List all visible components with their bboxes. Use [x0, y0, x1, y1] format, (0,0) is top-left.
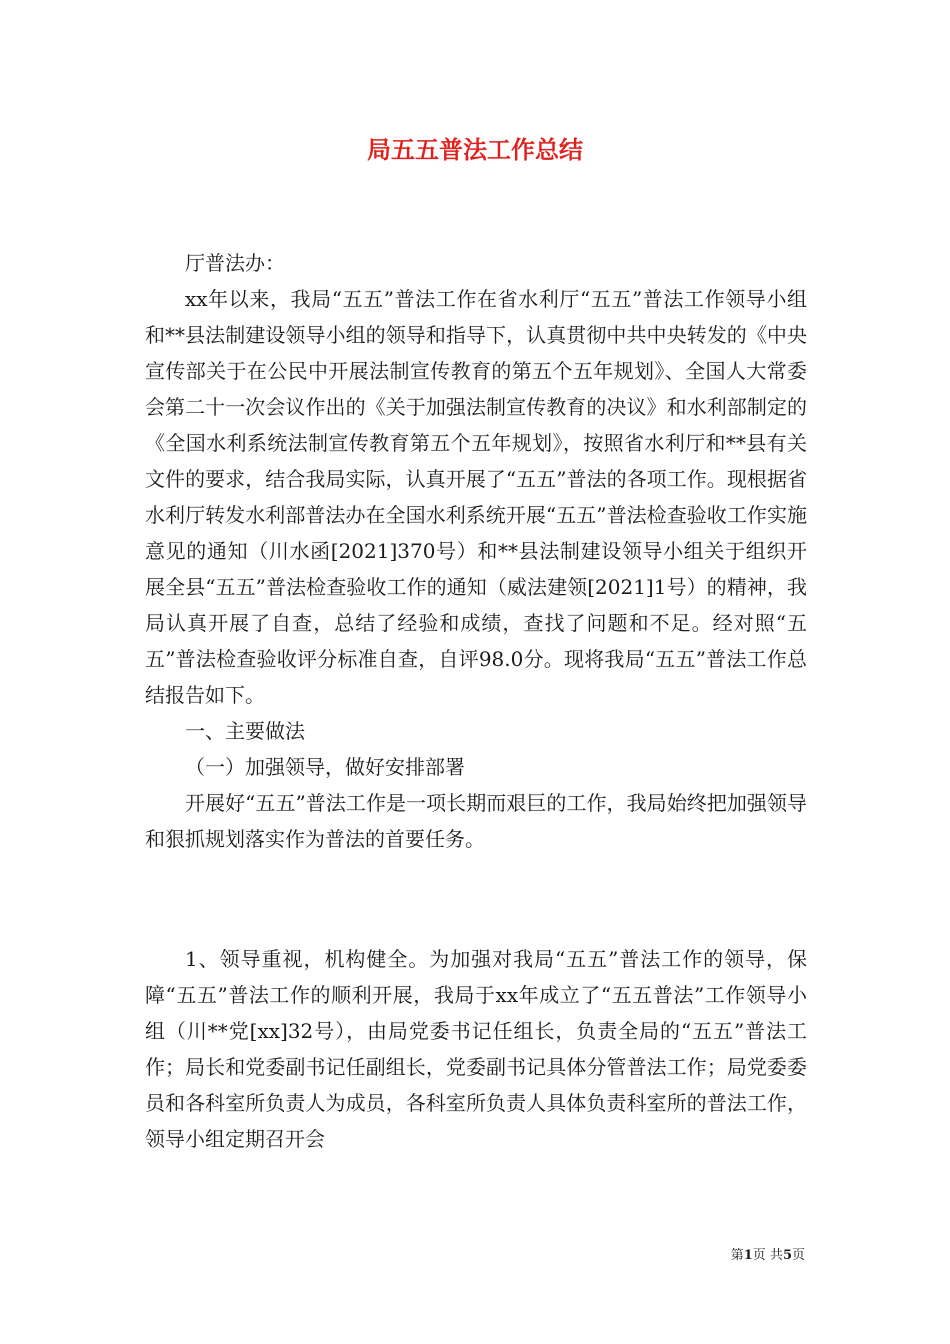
- salutation: 厅普法办：: [185, 251, 285, 275]
- footer-middle: 页 共: [752, 1248, 783, 1263]
- footer-total-pages: 5: [782, 1248, 792, 1263]
- document-title: 局五五普法工作总结: [367, 135, 583, 164]
- page-number-footer: [731, 1247, 805, 1265]
- subsection-heading: （一）加强领导，做好安排部署: [185, 755, 465, 779]
- document-body: [145, 245, 807, 1157]
- paragraph-organization: 1、领导重视，机构健全。为加强对我局“五五”普法工作的领导，保障“五五”普法工作的顺利开展，我局于xx年成立了“五五普法”工作领导小组（川**党[xx]32号），由局党委书记任组长，负责全局的“五五”普法工作；局长和党委副书记任副组长，党委副书记具体分管普法工作；局党委委员和各科室所负责人为成员，各科室所负责人具体负责科室所的普法工作，领导小组定期召开会: [145, 947, 807, 1151]
- paragraph-gap: [145, 857, 807, 941]
- section-heading: 一、主要做法: [185, 719, 305, 743]
- footer-current-page: 1: [743, 1248, 753, 1263]
- footer-suffix: 页: [791, 1248, 805, 1263]
- footer-prefix: 第: [730, 1248, 744, 1263]
- paragraph-intro: xx年以来，我局“五五”普法工作在省水利厅“五五”普法工作领导小组和**县法制建设领导小组的领导和指导下，认真贯彻中共中央转发的《中央宣传部关于在公民中开展法制宣传教育的第五个五年规划》、全国人大常委会第二十一次会议作出的《关于加强法制宣传教育的决议》和水利部制定的《全国水利系统法制宣传教育第五个五年规划》，按照省水利厅和**县有关文件的要求，结合我局实际，认真开展了“五五”普法的各项工作。现根据省水利厅转发水利部普法办在全国水利系统开展“五五”普法检查验收工作实施意见的通知（川水函[2021]370号）和**县法制建设领导小组关于组织开展全县“五五”普法检查验收工作的通知（威法建领[2021]1号）的精神，我局认真开展了自查，总结了经验和成绩，查找了问题和不足。经对照“五五”普法检查验收评分标准自查，自评98.0分。现将我局“五五”普法工作总结报告如下。: [145, 287, 807, 707]
- paragraph-leadership: 开展好“五五”普法工作是一项长期而艰巨的工作，我局始终把加强领导和狠抓规划落实作为普法的首要任务。: [145, 791, 807, 851]
